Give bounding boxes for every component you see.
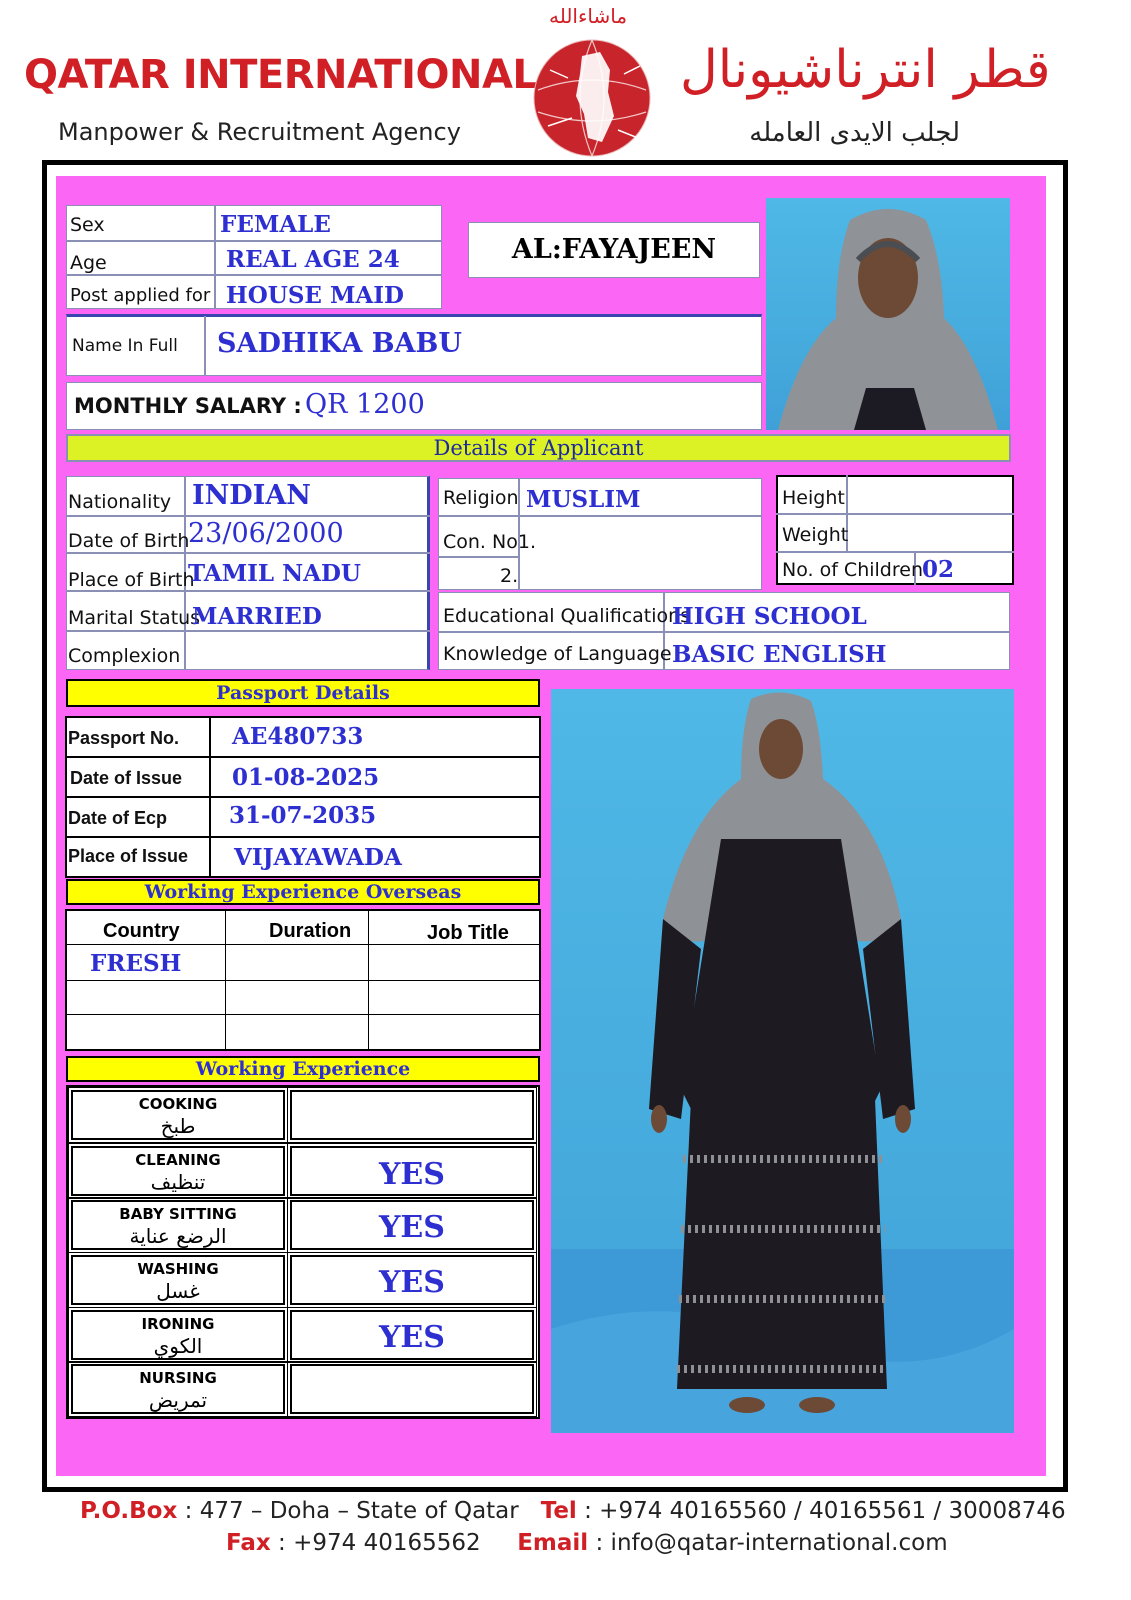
col-job-title: Job Title <box>427 922 509 944</box>
experience-skill <box>71 1200 285 1250</box>
age-value: REAL AGE 24 <box>226 246 400 273</box>
company-tagline-ar: لجلب الايدى العامله <box>749 118 960 148</box>
skill-label: IRONING <box>141 1315 215 1333</box>
skill-label-ar: تنظيف <box>150 1170 206 1194</box>
issue-date-label: Date of Issue <box>70 768 183 788</box>
pobox-label: P.O.Box <box>80 1498 178 1524</box>
agent-code-box <box>468 222 760 278</box>
experience-skill <box>71 1255 285 1305</box>
experience-skill <box>71 1364 285 1414</box>
email-value: : info@qatar-international.com <box>595 1530 948 1556</box>
post-value: HOUSE MAID <box>226 282 404 309</box>
nationality-label: Nationality <box>68 491 172 513</box>
expiry-date-label: Date of Ecp <box>68 808 168 828</box>
issue-date-value: 01-08-2025 <box>232 764 380 791</box>
pobox-value: : 477 – Doha – State of Qatar <box>184 1498 519 1524</box>
globe-logo-icon <box>528 30 656 160</box>
education-label: Educational Qualifications <box>443 605 691 627</box>
children-value: 02 <box>922 556 955 583</box>
company-name-en: QATAR INTERNATIONAL <box>24 52 538 98</box>
complexion-label: Complexion <box>68 645 181 667</box>
dob-label: Date of Birth <box>68 530 190 552</box>
fax-value: : +974 40165562 <box>278 1530 481 1556</box>
skill-value: YES <box>379 1157 445 1192</box>
name-value: SADHIKA BABU <box>217 328 462 359</box>
experience-skill <box>71 1146 285 1196</box>
company-tagline-en: Manpower & Recruitment Agency <box>58 118 461 146</box>
skill-value: YES <box>379 1320 445 1355</box>
skill-label-ar: تمريض <box>148 1388 208 1412</box>
sex-value: FEMALE <box>220 211 331 238</box>
skill-label: CLEANING <box>135 1151 221 1169</box>
height-label: Height <box>782 487 845 509</box>
experience-value <box>290 1310 534 1360</box>
religion-label: Religion <box>443 487 519 509</box>
experience-skill <box>71 1310 285 1360</box>
tel-label: Tel <box>540 1498 577 1524</box>
skill-label: COOKING <box>138 1095 218 1113</box>
post-label: Post applied for <box>70 285 211 306</box>
dob-value: 23/06/2000 <box>188 518 344 549</box>
skill-label: BABY SITTING <box>119 1205 237 1223</box>
weight-label: Weight <box>782 524 849 546</box>
experience-value <box>290 1255 534 1305</box>
name-label: Name In Full <box>72 336 178 356</box>
experience-value <box>290 1200 534 1250</box>
language-value: BASIC ENGLISH <box>672 641 887 668</box>
passport-title: Passport Details <box>216 682 390 704</box>
overseas-title: Working Experience Overseas <box>144 881 462 903</box>
salary-value: QR 1200 <box>305 389 425 420</box>
issue-place-label: Place of Issue <box>68 846 189 866</box>
pob-value: TAMIL NADU <box>188 560 361 587</box>
skill-value: YES <box>379 1210 445 1245</box>
agent-code: AL:FAYAJEEN <box>511 234 717 265</box>
skill-label-ar: طبخ <box>160 1114 196 1138</box>
table-row-country: FRESH <box>90 950 182 977</box>
issue-place-value: VIJAYAWADA <box>234 844 402 871</box>
experience-value <box>290 1364 534 1414</box>
skill-label-ar: غسل <box>156 1279 200 1303</box>
passport-header-bar <box>66 679 540 707</box>
details-header-bar <box>66 434 1011 462</box>
passport-no-label: Passport No. <box>68 728 180 748</box>
sex-label: Sex <box>70 214 105 236</box>
experience-title: Working Experience <box>195 1058 411 1080</box>
marital-label: Marital Status <box>68 607 201 629</box>
contact1-label: Con. No1. <box>443 531 536 553</box>
education-value: HIGH SCHOOL <box>672 603 867 630</box>
skill-label-ar: الكوي <box>153 1334 203 1358</box>
applicant-full-body-photo <box>551 689 1014 1433</box>
language-label: Knowledge of Language <box>443 643 672 665</box>
col-duration: Duration <box>269 920 352 942</box>
experience-value <box>290 1146 534 1196</box>
contact2-label: 2. <box>500 565 519 587</box>
skill-label: NURSING <box>139 1369 217 1387</box>
salary-label: MONTHLY SALARY : <box>74 394 302 418</box>
pob-label: Place of Birth <box>68 569 195 591</box>
applicant-portrait-photo <box>766 198 1010 430</box>
passport-no-value: AE480733 <box>232 723 364 750</box>
marital-value: MARRIED <box>192 603 322 630</box>
overseas-header-bar <box>66 879 540 905</box>
nationality-value: INDIAN <box>192 480 311 511</box>
mashallah-text: ماشاءالله <box>548 4 628 28</box>
tel-value: : +974 40165560 / 40165561 / 30008746 <box>584 1498 1066 1524</box>
fax-label: Fax <box>226 1530 271 1556</box>
religion-value: MUSLIM <box>526 486 641 513</box>
skill-label-ar: الرضع عناية <box>129 1224 227 1248</box>
col-country: Country <box>103 920 180 942</box>
experience-value <box>290 1090 534 1140</box>
footer-address <box>80 1498 1066 1524</box>
age-label: Age <box>70 252 107 274</box>
company-name-ar: قطر انترناشيونال <box>680 40 1051 100</box>
footer-contact <box>226 1530 1046 1556</box>
email-label: Email <box>517 1530 589 1556</box>
children-label: No. of Children <box>782 559 923 581</box>
skill-label: WASHING <box>137 1260 219 1278</box>
skill-value: YES <box>379 1265 445 1300</box>
experience-header-bar <box>66 1056 540 1082</box>
expiry-date-value: 31-07-2035 <box>229 802 377 829</box>
details-title: Details of Applicant <box>433 436 644 460</box>
experience-skill <box>71 1090 285 1140</box>
